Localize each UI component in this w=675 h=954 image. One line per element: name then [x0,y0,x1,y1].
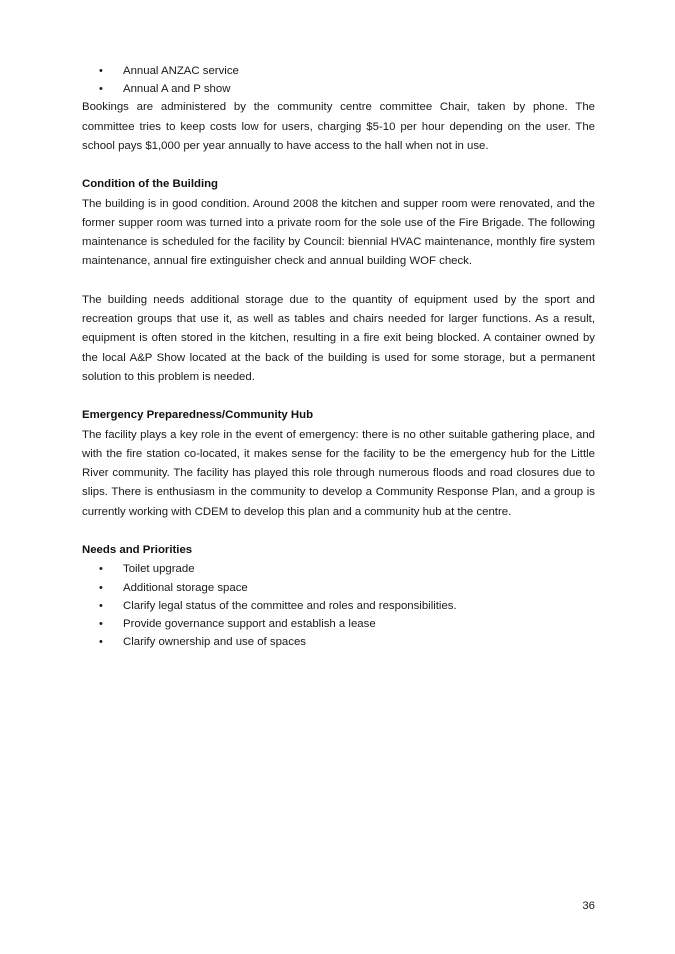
page-number: 36 [582,900,595,912]
spacer [82,522,595,541]
condition-paragraph-1: The building is in good condition. Around 2008 the kitchen and supper room were renovated, and the former supper room was turned into a private room for the sole use of the Fire Brigade. The following maintenance is scheduled for the facility by Council: biennial HVAC maintenance, monthly fire system maintenance, annual fire extinguisher check and annual building WOF check. [82,197,595,268]
list-item-label: Clarify ownership and use of spaces [123,636,306,649]
top-bullet-list [82,62,595,98]
list-item [82,560,595,578]
page-content [82,62,595,651]
section-heading-emergency: Emergency Preparedness/Community Hub [82,409,314,422]
list-item [82,597,595,615]
bullet-icon: • [99,599,103,612]
list-item [82,579,595,597]
list-item-label: Annual A and P show [123,83,231,96]
bookings-paragraph: Bookings are administered by the community centre committee Chair, taken by phone. The committee tries to keep costs low for users, charging $5-10 per hour depending on the user. The school pays $1,000 per year annually to have access to the hall when not in use. [82,101,595,152]
bullet-icon: • [99,83,103,96]
list-item-label: Additional storage space [123,581,248,594]
spacer [82,387,595,406]
list-item-label: Annual ANZAC service [123,65,239,77]
list-item [82,80,595,98]
bullet-icon: • [99,65,103,77]
condition-paragraph-2: The building needs additional storage due to the quantity of equipment used by the sport and recreation groups that use it, as well as tables and chairs needed for larger functions. As a result, equipment is often stored in the kitchen, resulting in a fire exit being blocked. A container owned by the local A&P Show located at the back of the building is used for some storage, but a permanent solution to this problem is needed. [82,293,595,383]
spacer [82,156,595,175]
needs-bullet-list [82,560,595,651]
emergency-paragraph: The facility plays a key role in the event of emergency: there is no other suitable gathering place, and with the fire station co-located, it makes sense for the facility to be the emergency hub for the Little River community. The facility has played this role through numerous floods and road closures due to slips. There is enthusiasm in the community to develop a Community Response Plan, and a group is currently working with CDEM to develop this plan and a community hub at the centre. [82,428,595,518]
list-item-label: Provide governance support and establish a lease [123,617,376,630]
section-heading-needs: Needs and Priorities [82,544,193,557]
list-item [82,615,595,633]
list-item-label: Toilet upgrade [123,563,195,576]
bullet-icon: • [99,636,103,649]
bullet-icon: • [99,617,103,630]
spacer [82,272,595,291]
list-item [82,62,595,80]
list-item [82,633,595,651]
section-heading-condition: Condition of the Building [82,178,219,191]
bullet-icon: • [99,581,103,594]
bullet-icon: • [99,563,103,576]
list-item-label: Clarify legal status of the committee and roles and responsibilities. [123,599,457,612]
